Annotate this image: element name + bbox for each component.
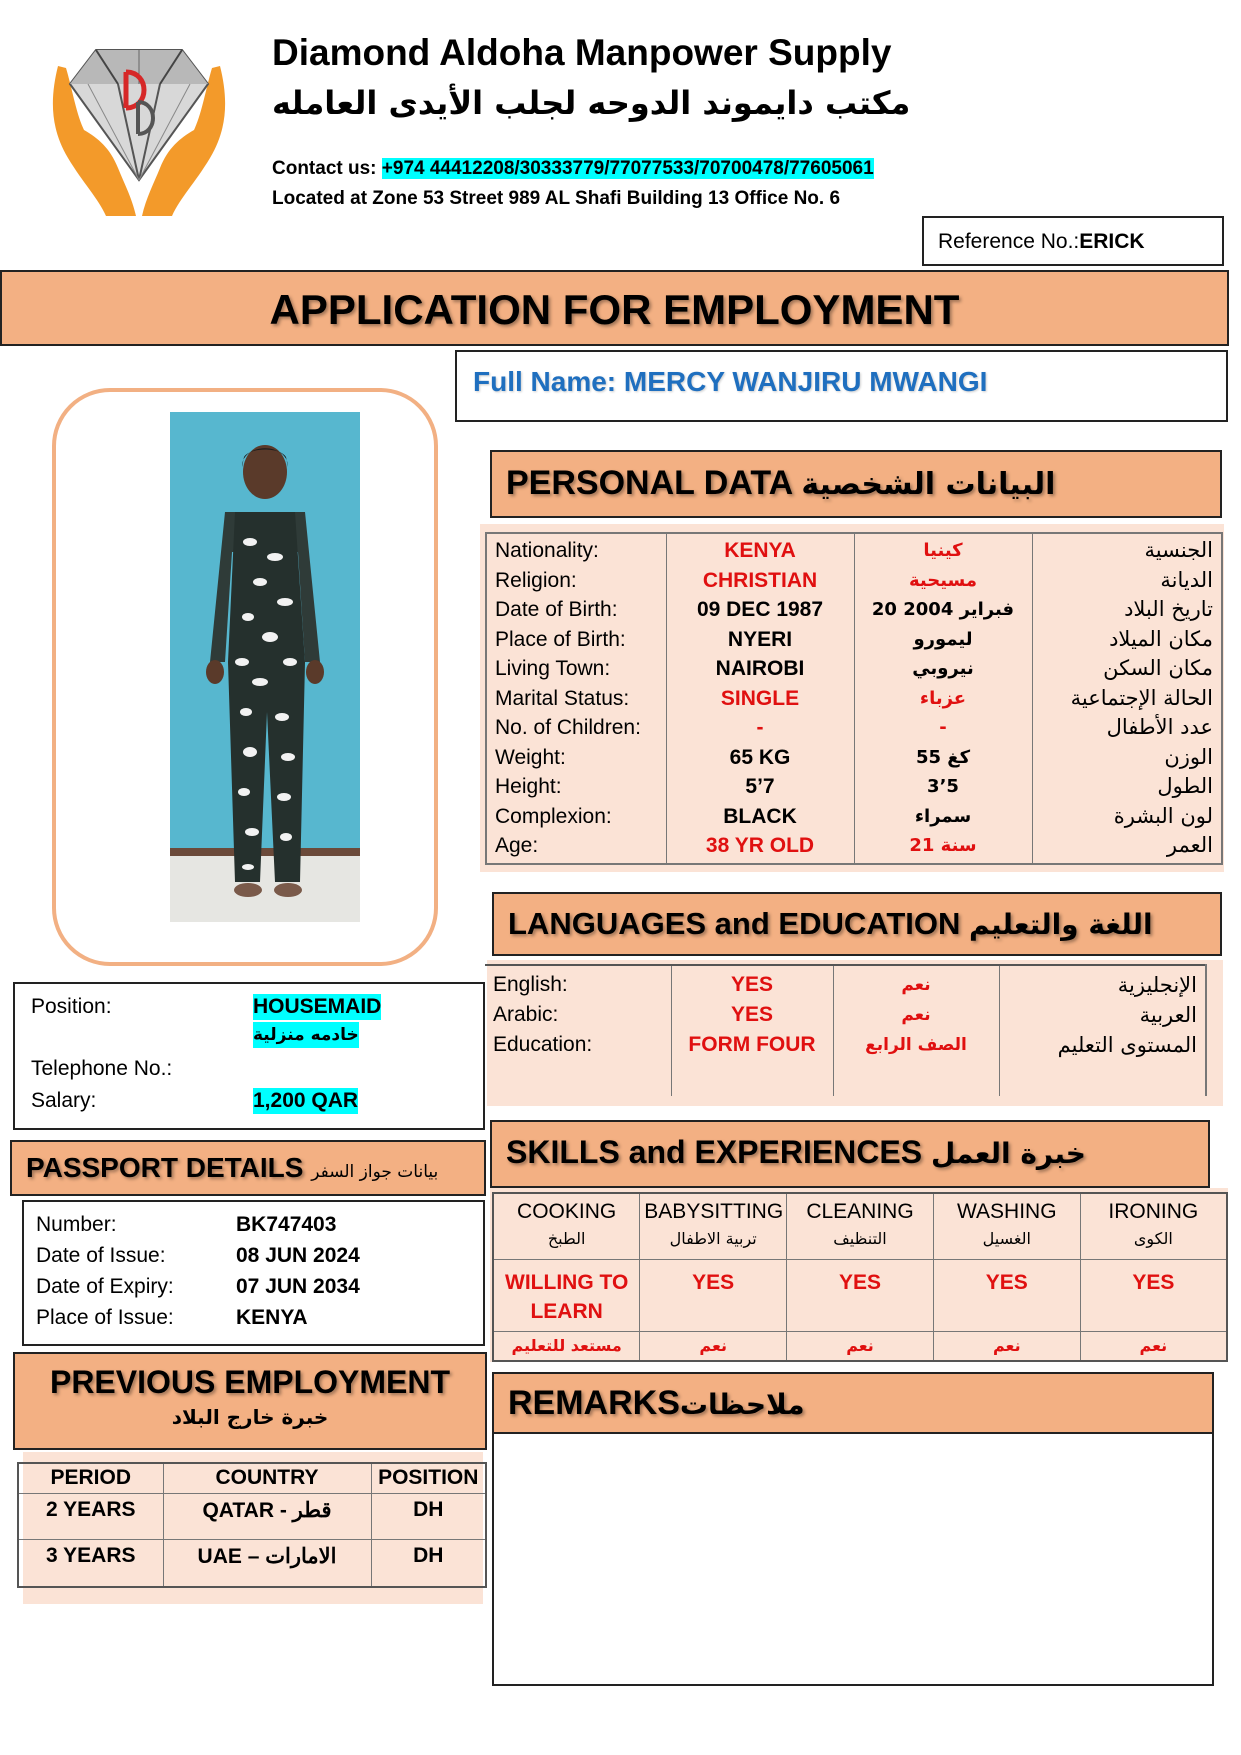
pd-label-ar: الجنسية [1144, 538, 1213, 562]
skill-value: YES [933, 1259, 1080, 1331]
pd-value-ar: سمراء [914, 805, 972, 827]
skill-name: IRONING [1108, 1200, 1199, 1223]
pd-value-ar: ليمورو [913, 628, 973, 650]
previous-employment-table [17, 1462, 487, 1588]
pd-label: Nationality: [495, 539, 599, 562]
title-banner [0, 270, 1229, 346]
office-address: Located at Zone 53 Street 989 AL Shafi Building 13 Office No. 6 [272, 188, 841, 209]
skill-value: YES [640, 1259, 787, 1331]
skill-value-ar: مستعد للتعليم [493, 1331, 640, 1361]
passport-label: Place of Issue: [36, 1306, 174, 1329]
remarks-heading-en: REMARKS [508, 1384, 680, 1422]
skill-name: CLEANING [806, 1200, 914, 1223]
skill-header-washing [933, 1193, 1080, 1259]
lang-values-col [671, 965, 833, 1096]
passport-label: Date of Issue: [36, 1244, 166, 1267]
remarks-box [492, 1432, 1214, 1686]
skill-name-ar: الغسيل [982, 1229, 1031, 1248]
skill-value-ar: نعم [640, 1331, 787, 1361]
remarks-banner [492, 1372, 1214, 1434]
languages-table [485, 964, 1207, 1096]
company-name: Diamond Aldoha Manpower Supply [272, 32, 892, 73]
lang-label: Education: [493, 1033, 593, 1056]
skill-header-ironing [1080, 1193, 1227, 1259]
remarks-heading [494, 1374, 1212, 1423]
pd-value: 65 KG [729, 745, 791, 769]
skill-header-cleaning [787, 1193, 934, 1259]
skills-heading-en: SKILLS and EXPERIENCES [506, 1134, 923, 1170]
previous-employment-heading-ar: خبرة خارج البلاد [171, 1405, 329, 1429]
skill-name: BABYSITTING [644, 1200, 784, 1223]
pd-value-ar: فبراير 2004 20 [871, 599, 1015, 620]
pd-value-ar: 5’3 [927, 776, 959, 797]
pd-label-ar: الحالة الإجتماعية [1070, 685, 1213, 710]
personal-data-heading-en: PERSONAL DATA [506, 464, 792, 502]
previous-employment-banner [13, 1352, 487, 1450]
skill-value-ar: نعم [1080, 1331, 1227, 1361]
col-header-position: POSITION [371, 1463, 486, 1493]
languages-heading-en: LANGUAGES and EDUCATION [508, 906, 961, 941]
pd-value: 09 DEC 1987 [696, 598, 824, 621]
pd-value: SINGLE [720, 686, 800, 710]
remarks-text [494, 1432, 1212, 1452]
pd-value: NAIROBI [715, 657, 805, 680]
skills-heading-ar: خبرة العمل [930, 1137, 1086, 1170]
lang-value-ar: نعم [901, 975, 931, 995]
pd-value: BLACK [723, 804, 797, 828]
pd-label-ar: العمر [1166, 833, 1213, 857]
skill-value-ar: نعم [787, 1331, 934, 1361]
skill-name: WASHING [957, 1200, 1057, 1223]
pd-value-ar: كينيا [923, 540, 963, 561]
reference-number-box [922, 216, 1224, 266]
passport-label: Date of Expiry: [36, 1275, 174, 1298]
passport-label: Number: [36, 1213, 117, 1236]
pd-value-ar: مسيحية [908, 569, 978, 591]
passport-heading-ar: بيانات جواز السفر [311, 1162, 439, 1182]
previous-employment-heading: PREVIOUS EMPLOYMENT [49, 1364, 451, 1400]
reference-value: ERICK [1079, 230, 1145, 253]
pd-label: Religion: [495, 568, 577, 592]
pd-value: 38 YR OLD [705, 834, 815, 857]
lang-label: Arabic: [493, 1003, 559, 1026]
skill-header-babysitting [640, 1193, 787, 1259]
pd-values-ar-col [854, 533, 1032, 864]
pd-value: - [756, 716, 764, 739]
contact-line [272, 158, 874, 180]
lang-label-ar: العربية [1139, 1003, 1197, 1027]
country-cell: QATAR - قطر [163, 1493, 371, 1539]
telephone-label: Telephone No.: [31, 1057, 173, 1080]
reference-label: Reference No.: [938, 230, 1080, 253]
skill-name-ar: الكوى [1133, 1229, 1173, 1248]
pd-label: Date of Birth: [495, 598, 618, 621]
pd-label: Living Town: [495, 657, 611, 680]
contact-numbers: +974 44412208/30333779/77077533/70700478/77605061 [381, 158, 874, 179]
col-header-period: PERIOD [18, 1463, 163, 1493]
page-title: APPLICATION FOR EMPLOYMENT [269, 286, 960, 333]
skill-name-ar: الطبخ [547, 1229, 586, 1248]
lang-label-ar: المستوى التعليم [1057, 1033, 1197, 1057]
skills-table [492, 1192, 1228, 1362]
languages-banner [492, 892, 1222, 956]
full-name-value: MERCY WANJIRU MWANGI [623, 366, 988, 397]
table-row [18, 1539, 486, 1587]
applicant-photo [170, 412, 360, 922]
position-value-en: HOUSEMAID [253, 995, 382, 1018]
personal-data-table [485, 532, 1223, 865]
pd-label: Age: [495, 834, 539, 857]
passport-value: 08 JUN 2024 [236, 1244, 360, 1267]
position-label: Position: [31, 995, 112, 1018]
pd-label-ar: الوزن [1164, 744, 1213, 769]
pd-value-ar: كغ 55 [915, 746, 971, 768]
pd-labels-ar-col [1032, 533, 1222, 864]
position-cell: DH [371, 1539, 486, 1587]
pd-value: 5’7 [745, 775, 775, 798]
personal-data-heading-ar: البيانات الشخصية [801, 467, 1056, 502]
full-name-box [455, 350, 1228, 422]
passport-value: KENYA [236, 1306, 308, 1329]
lang-value-ar: الصف الرابع [865, 1035, 967, 1055]
table-row [18, 1493, 486, 1539]
lang-value: YES [730, 1003, 774, 1026]
pd-label: Complexion: [495, 804, 612, 828]
skill-name: COOKING [517, 1200, 617, 1223]
passport-value: 07 JUN 2034 [236, 1275, 360, 1298]
position-value-ar: خادمه منزلية [253, 1022, 359, 1048]
skill-header-cooking [493, 1193, 640, 1259]
lang-values-ar-col [833, 965, 999, 1096]
position-box [13, 982, 485, 1130]
pd-value: KENYA [724, 539, 796, 562]
diamond-hands-logo-icon [28, 38, 250, 216]
period-cell: 3 YEARS [18, 1539, 163, 1587]
pd-value-ar: نيروبي [912, 658, 974, 679]
position-cell: DH [371, 1493, 486, 1539]
pd-label: Marital Status: [495, 686, 630, 710]
passport-value: BK747403 [236, 1213, 337, 1236]
company-logo [28, 38, 250, 216]
full-name-label: Full Name: [473, 366, 624, 397]
col-header-country: COUNTRY [163, 1463, 371, 1493]
personal-data-banner [490, 450, 1222, 518]
remarks-heading-ar: ملاحظات [679, 1388, 805, 1421]
pd-label: Place of Birth: [495, 627, 626, 651]
skill-value: YES [787, 1259, 934, 1331]
pd-label: Weight: [495, 745, 566, 769]
skill-value-ar: نعم [933, 1331, 1080, 1361]
lang-label: English: [493, 973, 568, 996]
lang-value: FORM FOUR [688, 1033, 816, 1056]
passport-heading-en: PASSPORT DETAILS [26, 1152, 304, 1183]
salary-value: 1,200 QAR [253, 1089, 359, 1112]
languages-heading-ar: اللغة والتعليم [969, 908, 1153, 941]
pd-label-ar: لون البشرة [1113, 803, 1213, 828]
country-cell: UAE – الامارات [163, 1539, 371, 1587]
lang-labels-ar-col [999, 965, 1206, 1096]
skill-name-ar: تربية الاطفال [669, 1229, 757, 1248]
pd-value: CHRISTIAN [702, 568, 818, 592]
pd-value-ar: عزباء [919, 687, 967, 709]
company-name-arabic: مكتب دايموند الدوحه لجلب الأيدى العامله [272, 84, 911, 122]
pd-label-ar: الطول [1157, 774, 1213, 798]
personal-data-heading [492, 452, 1220, 503]
pd-value-ar: سنة 21 [909, 835, 977, 856]
skills-banner [490, 1120, 1210, 1188]
pd-value-ar: - [939, 717, 947, 738]
salary-label: Salary: [31, 1089, 97, 1112]
pd-label-ar: الديانة [1160, 567, 1213, 592]
pd-value: NYERI [727, 627, 793, 651]
skill-name-ar: التنظيف [833, 1229, 887, 1248]
pd-labels-col [486, 533, 666, 864]
lang-value-ar: نعم [901, 1005, 931, 1025]
languages-heading [494, 894, 1220, 942]
person-photo-icon [170, 412, 360, 922]
pd-label-ar: مكان السكن [1103, 656, 1213, 680]
pd-label-ar: عدد الأطفال [1106, 715, 1213, 739]
pd-label-ar: مكان الميلاد [1109, 626, 1213, 651]
skills-heading [492, 1122, 1208, 1171]
passport-heading [12, 1142, 484, 1184]
skill-value: WILLING TO LEARN [493, 1259, 640, 1331]
skill-value: YES [1080, 1259, 1227, 1331]
pd-label: Height: [495, 775, 562, 798]
contact-label: Contact us: [272, 158, 382, 179]
lang-value: YES [730, 973, 774, 996]
lang-labels-col [485, 965, 671, 1096]
period-cell: 2 YEARS [18, 1493, 163, 1539]
pd-label: No. of Children: [495, 716, 641, 739]
passport-banner [10, 1140, 486, 1196]
lang-label-ar: الإنجليزية [1117, 973, 1197, 997]
pd-label-ar: تاريخ البلاد [1124, 597, 1213, 621]
pd-values-col [666, 533, 854, 864]
passport-box [22, 1200, 485, 1346]
